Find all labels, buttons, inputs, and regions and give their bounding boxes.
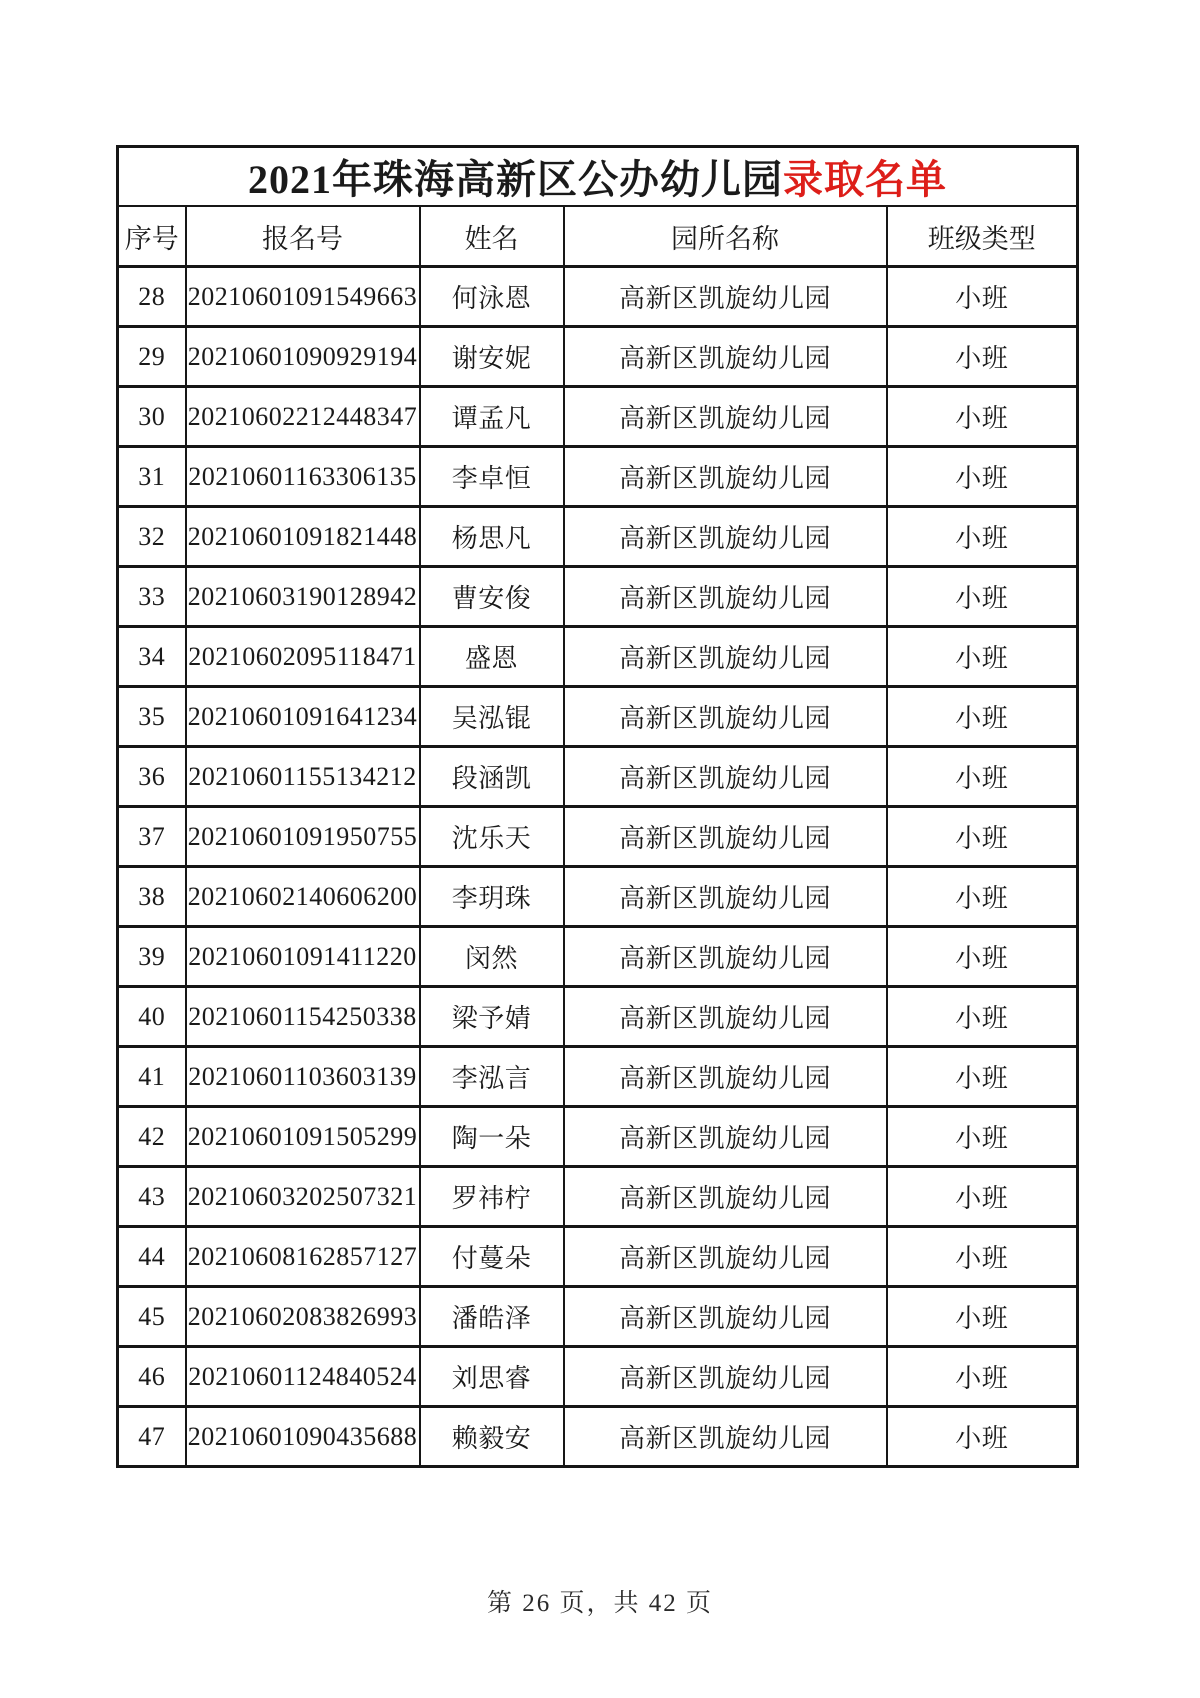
table-row	[118, 867, 1078, 927]
cell-student-name: 付蔓朵	[420, 1227, 564, 1287]
cell-kindergarten-name: 高新区凯旋幼儿园	[564, 1227, 887, 1287]
cell-kindergarten-name: 高新区凯旋幼儿园	[564, 1107, 887, 1167]
column-header: 报名号	[186, 206, 420, 267]
cell-class-type: 小班	[887, 1167, 1078, 1227]
cell-serial-number: 31	[118, 447, 186, 507]
cell-serial-number: 38	[118, 867, 186, 927]
table-row	[118, 1347, 1078, 1407]
cell-class-type: 小班	[887, 327, 1078, 387]
table-row	[118, 987, 1078, 1047]
cell-class-type: 小班	[887, 987, 1078, 1047]
table-row	[118, 1287, 1078, 1347]
cell-class-type: 小班	[887, 567, 1078, 627]
table-header-row	[118, 206, 1078, 267]
cell-class-type: 小班	[887, 1347, 1078, 1407]
cell-registration-number: 20210601154250338	[186, 987, 420, 1047]
table-row	[118, 1227, 1078, 1287]
cell-class-type: 小班	[887, 1407, 1078, 1467]
column-header: 园所名称	[564, 206, 887, 267]
cell-registration-number: 20210601124840524	[186, 1347, 420, 1407]
cell-student-name: 李卓恒	[420, 447, 564, 507]
table-row	[118, 567, 1078, 627]
cell-kindergarten-name: 高新区凯旋幼儿园	[564, 387, 887, 447]
cell-student-name: 盛恩	[420, 627, 564, 687]
table-row	[118, 1407, 1078, 1467]
table-row	[118, 267, 1078, 327]
cell-student-name: 赖毅安	[420, 1407, 564, 1467]
cell-registration-number: 20210602083826993	[186, 1287, 420, 1347]
cell-registration-number: 20210602095118471	[186, 627, 420, 687]
cell-class-type: 小班	[887, 1107, 1078, 1167]
cell-student-name: 曹安俊	[420, 567, 564, 627]
cell-student-name: 吴泓锟	[420, 687, 564, 747]
cell-student-name: 沈乐天	[420, 807, 564, 867]
cell-serial-number: 36	[118, 747, 186, 807]
cell-registration-number: 20210602140606200	[186, 867, 420, 927]
cell-kindergarten-name: 高新区凯旋幼儿园	[564, 507, 887, 567]
cell-serial-number: 32	[118, 507, 186, 567]
column-header: 序号	[118, 206, 186, 267]
cell-class-type: 小班	[887, 687, 1078, 747]
cell-class-type: 小班	[887, 1287, 1078, 1347]
cell-student-name: 闵然	[420, 927, 564, 987]
cell-student-name: 李泓言	[420, 1047, 564, 1107]
cell-kindergarten-name: 高新区凯旋幼儿园	[564, 1047, 887, 1107]
cell-kindergarten-name: 高新区凯旋幼儿园	[564, 1287, 887, 1347]
cell-registration-number: 20210601163306135	[186, 447, 420, 507]
cell-registration-number: 20210601091950755	[186, 807, 420, 867]
cell-serial-number: 44	[118, 1227, 186, 1287]
cell-class-type: 小班	[887, 747, 1078, 807]
cell-student-name: 杨思凡	[420, 507, 564, 567]
cell-serial-number: 46	[118, 1347, 186, 1407]
cell-registration-number: 20210602212448347	[186, 387, 420, 447]
cell-kindergarten-name: 高新区凯旋幼儿园	[564, 1347, 887, 1407]
page-title-black: 2021年珠海高新区公办幼儿园	[248, 157, 784, 202]
cell-student-name: 段涵凯	[420, 747, 564, 807]
cell-kindergarten-name: 高新区凯旋幼儿园	[564, 327, 887, 387]
table-row	[118, 387, 1078, 447]
cell-class-type: 小班	[887, 507, 1078, 567]
cell-student-name: 陶一朵	[420, 1107, 564, 1167]
cell-kindergarten-name: 高新区凯旋幼儿园	[564, 867, 887, 927]
cell-kindergarten-name: 高新区凯旋幼儿园	[564, 987, 887, 1047]
cell-class-type: 小班	[887, 807, 1078, 867]
cell-serial-number: 35	[118, 687, 186, 747]
cell-kindergarten-name: 高新区凯旋幼儿园	[564, 927, 887, 987]
cell-registration-number: 20210601091641234	[186, 687, 420, 747]
cell-serial-number: 47	[118, 1407, 186, 1467]
cell-serial-number: 28	[118, 267, 186, 327]
cell-registration-number: 20210603190128942	[186, 567, 420, 627]
cell-class-type: 小班	[887, 867, 1078, 927]
page-number-footer: 第 26 页，共 42 页	[486, 1590, 713, 1617]
cell-student-name: 刘思睿	[420, 1347, 564, 1407]
cell-class-type: 小班	[887, 627, 1078, 687]
cell-registration-number: 20210601090929194	[186, 327, 420, 387]
cell-serial-number: 41	[118, 1047, 186, 1107]
table-row	[118, 1047, 1078, 1107]
cell-student-name: 谢安妮	[420, 327, 564, 387]
column-header: 姓名	[420, 206, 564, 267]
cell-serial-number: 39	[118, 927, 186, 987]
cell-kindergarten-name: 高新区凯旋幼儿园	[564, 267, 887, 327]
cell-student-name: 谭孟凡	[420, 387, 564, 447]
cell-registration-number: 20210601091411220	[186, 927, 420, 987]
table-row	[118, 327, 1078, 387]
cell-kindergarten-name: 高新区凯旋幼儿园	[564, 447, 887, 507]
cell-serial-number: 45	[118, 1287, 186, 1347]
cell-student-name: 罗祎柠	[420, 1167, 564, 1227]
cell-serial-number: 29	[118, 327, 186, 387]
cell-class-type: 小班	[887, 1047, 1078, 1107]
table-row	[118, 687, 1078, 747]
table-row	[118, 927, 1078, 987]
admission-table	[116, 145, 1079, 1468]
cell-class-type: 小班	[887, 927, 1078, 987]
table-row	[118, 627, 1078, 687]
cell-registration-number: 20210608162857127	[186, 1227, 420, 1287]
cell-serial-number: 37	[118, 807, 186, 867]
cell-serial-number: 42	[118, 1107, 186, 1167]
cell-class-type: 小班	[887, 267, 1078, 327]
column-header: 班级类型	[887, 206, 1078, 267]
cell-student-name: 李玥珠	[420, 867, 564, 927]
cell-registration-number: 20210601091821448	[186, 507, 420, 567]
cell-class-type: 小班	[887, 447, 1078, 507]
cell-registration-number: 20210601091549663	[186, 267, 420, 327]
table-row	[118, 747, 1078, 807]
table-title-row	[118, 147, 1078, 207]
cell-kindergarten-name: 高新区凯旋幼儿园	[564, 687, 887, 747]
table-row	[118, 807, 1078, 867]
page-title	[118, 147, 1078, 207]
cell-registration-number: 20210601103603139	[186, 1047, 420, 1107]
table-row	[118, 1107, 1078, 1167]
cell-serial-number: 30	[118, 387, 186, 447]
cell-kindergarten-name: 高新区凯旋幼儿园	[564, 1167, 887, 1227]
table-body	[118, 267, 1078, 1467]
cell-serial-number: 33	[118, 567, 186, 627]
table-row	[118, 507, 1078, 567]
cell-registration-number: 20210601090435688	[186, 1407, 420, 1467]
cell-kindergarten-name: 高新区凯旋幼儿园	[564, 747, 887, 807]
page-title-red: 录取名单	[783, 157, 948, 202]
cell-class-type: 小班	[887, 387, 1078, 447]
cell-serial-number: 43	[118, 1167, 186, 1227]
cell-student-name: 何泳恩	[420, 267, 564, 327]
cell-serial-number: 34	[118, 627, 186, 687]
table-row	[118, 1167, 1078, 1227]
cell-kindergarten-name: 高新区凯旋幼儿园	[564, 627, 887, 687]
cell-registration-number: 20210603202507321	[186, 1167, 420, 1227]
cell-kindergarten-name: 高新区凯旋幼儿园	[564, 807, 887, 867]
cell-student-name: 梁予婧	[420, 987, 564, 1047]
cell-registration-number: 20210601091505299	[186, 1107, 420, 1167]
cell-kindergarten-name: 高新区凯旋幼儿园	[564, 1407, 887, 1467]
cell-student-name: 潘皓泽	[420, 1287, 564, 1347]
cell-registration-number: 20210601155134212	[186, 747, 420, 807]
cell-kindergarten-name: 高新区凯旋幼儿园	[564, 567, 887, 627]
table-row	[118, 447, 1078, 507]
cell-class-type: 小班	[887, 1227, 1078, 1287]
cell-serial-number: 40	[118, 987, 186, 1047]
